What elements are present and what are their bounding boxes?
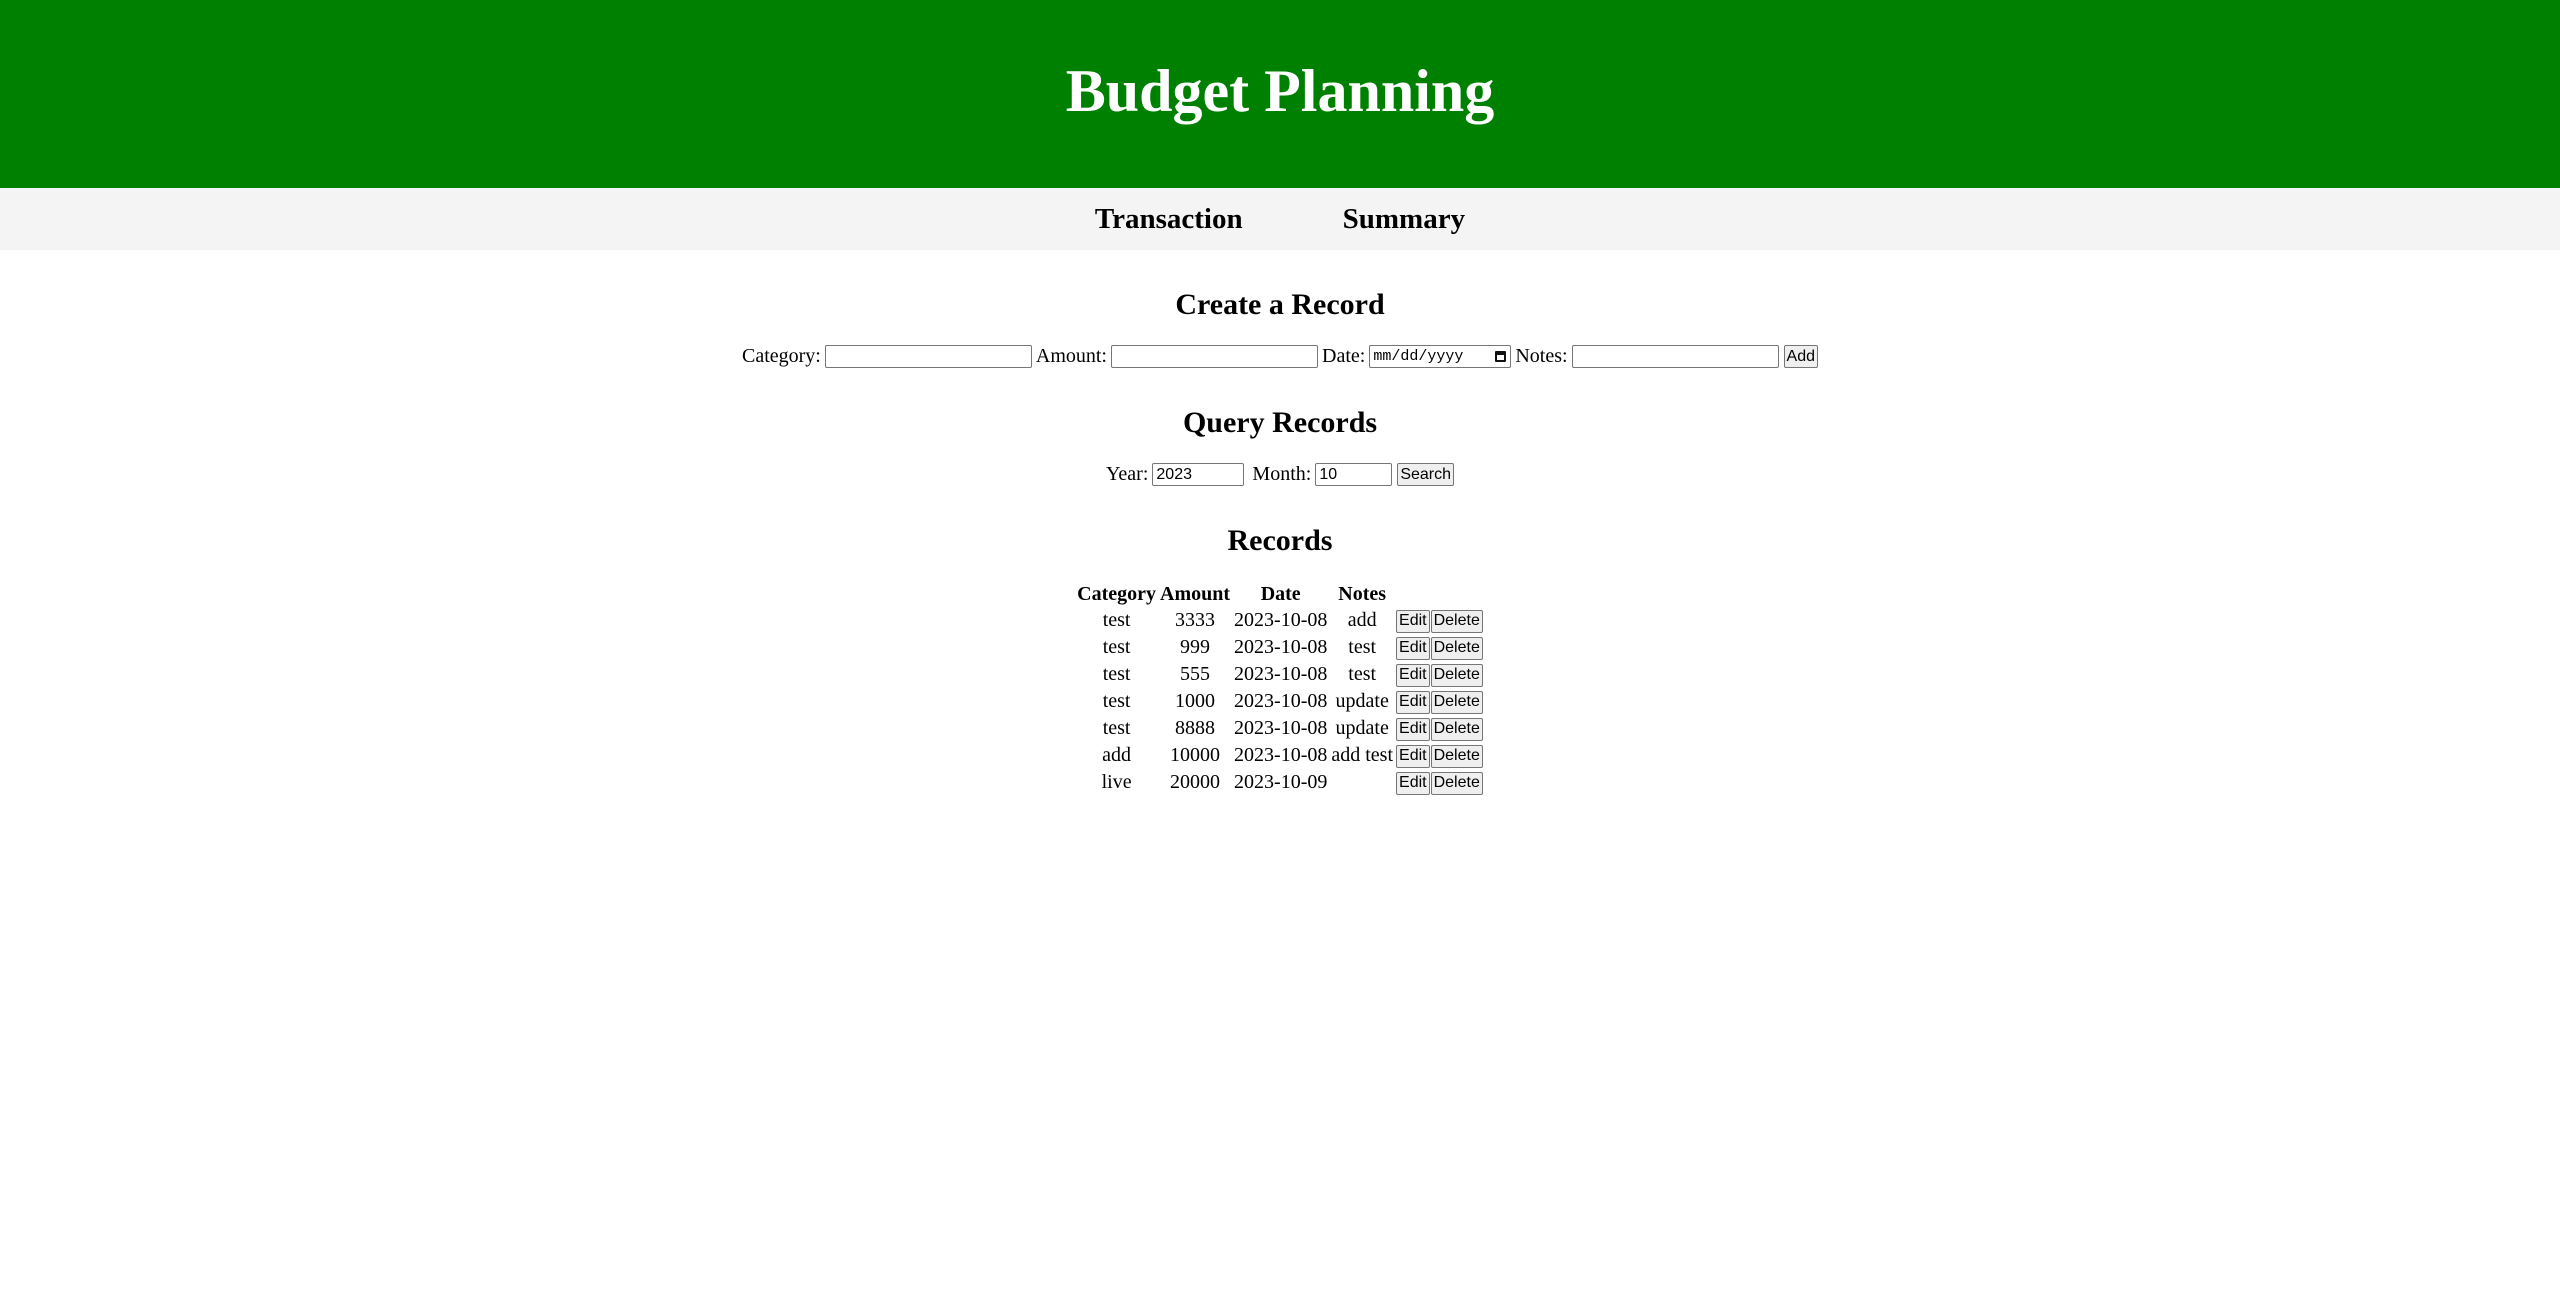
year-label: Year: [1105, 463, 1149, 485]
cell-category: test [1102, 717, 1131, 739]
cell-amount: 20000 [1170, 771, 1221, 793]
month-label: Month: [1252, 463, 1312, 485]
edit-button[interactable]: Edit [1396, 610, 1430, 633]
search-button[interactable]: Search [1397, 463, 1454, 486]
records-section [0, 486, 2560, 797]
column-header-amount: Amount [1160, 583, 1231, 605]
cell-actions [1396, 689, 1484, 714]
records-table [1074, 581, 1486, 797]
cell-amount: 8888 [1175, 717, 1216, 739]
cell-category: live [1101, 771, 1132, 793]
category-label: Category: [742, 345, 821, 367]
cell-actions [1396, 770, 1484, 795]
cell-amount: 1000 [1175, 690, 1216, 712]
cell-actions [1396, 635, 1484, 660]
cell-notes: update [1335, 690, 1389, 712]
cell-category: test [1102, 690, 1131, 712]
query-records-form [0, 463, 2560, 486]
date-input[interactable] [1369, 345, 1511, 368]
edit-button[interactable]: Edit [1396, 718, 1430, 741]
table-row [1076, 662, 1484, 687]
cell-date: 2023-10-09 [1234, 771, 1328, 793]
query-records-heading: Query Records [1182, 406, 1378, 439]
cell-amount: 10000 [1170, 744, 1221, 766]
delete-button[interactable]: Delete [1431, 637, 1483, 660]
edit-button[interactable]: Edit [1396, 772, 1430, 795]
delete-button[interactable]: Delete [1431, 691, 1483, 714]
amount-input[interactable] [1111, 345, 1318, 368]
date-placeholder: mm/dd/yyyy [1373, 348, 1464, 365]
table-row [1076, 716, 1484, 741]
main-nav [0, 188, 2560, 250]
cell-date: 2023-10-08 [1234, 690, 1328, 712]
cell-date: 2023-10-08 [1234, 609, 1328, 631]
edit-button[interactable]: Edit [1396, 691, 1430, 714]
table-header-row [1076, 583, 1484, 606]
cell-category: test [1102, 609, 1131, 631]
main-content [0, 250, 2560, 797]
query-records-section [0, 368, 2560, 486]
table-row [1076, 743, 1484, 768]
page-header [0, 0, 2560, 188]
column-header-notes: Notes [1338, 583, 1387, 605]
edit-button[interactable]: Edit [1396, 637, 1430, 660]
cell-amount: 3333 [1175, 609, 1216, 631]
column-header-category: Category [1077, 583, 1157, 605]
calendar-icon[interactable] [1495, 351, 1506, 362]
nav-link-summary[interactable]: Summary [1342, 202, 1466, 235]
table-row [1076, 689, 1484, 714]
create-record-form [0, 345, 2560, 368]
notes-label: Notes: [1515, 345, 1568, 367]
cell-category: add [1102, 744, 1132, 766]
edit-button[interactable]: Edit [1396, 664, 1430, 687]
cell-actions [1396, 743, 1484, 768]
nav-link-transaction[interactable]: Transaction [1094, 202, 1243, 235]
cell-notes: update [1335, 717, 1389, 739]
delete-button[interactable]: Delete [1431, 772, 1483, 795]
edit-button[interactable]: Edit [1396, 745, 1430, 768]
cell-amount: 999 [1180, 636, 1211, 658]
cell-category: test [1102, 663, 1131, 685]
cell-category: test [1102, 636, 1131, 658]
delete-button[interactable]: Delete [1431, 664, 1483, 687]
delete-button[interactable]: Delete [1431, 745, 1483, 768]
column-header-actions [1396, 583, 1484, 606]
month-input[interactable] [1315, 463, 1392, 486]
table-row [1076, 770, 1484, 795]
cell-amount: 555 [1180, 663, 1211, 685]
records-heading: Records [1227, 524, 1333, 557]
delete-button[interactable]: Delete [1431, 718, 1483, 741]
app-title: Budget Planning [1065, 58, 1495, 124]
cell-actions [1396, 662, 1484, 687]
cell-date: 2023-10-08 [1234, 663, 1328, 685]
cell-notes: test [1348, 636, 1377, 658]
table-row [1076, 635, 1484, 660]
cell-notes: test [1348, 663, 1377, 685]
cell-date: 2023-10-08 [1234, 717, 1328, 739]
cell-date: 2023-10-08 [1234, 636, 1328, 658]
category-input[interactable] [825, 345, 1032, 368]
notes-input[interactable] [1572, 345, 1779, 368]
cell-date: 2023-10-08 [1234, 744, 1328, 766]
cell-notes: add test [1331, 744, 1394, 766]
cell-notes [1330, 770, 1394, 795]
date-label: Date: [1322, 345, 1366, 367]
delete-button[interactable]: Delete [1431, 610, 1483, 633]
create-record-heading: Create a Record [1175, 288, 1385, 321]
add-button[interactable]: Add [1784, 345, 1818, 368]
cell-actions [1396, 608, 1484, 633]
cell-actions [1396, 716, 1484, 741]
cell-notes: add [1347, 609, 1377, 631]
table-row [1076, 608, 1484, 633]
year-input[interactable] [1152, 463, 1244, 486]
column-header-date: Date [1260, 583, 1301, 605]
create-record-section [0, 250, 2560, 368]
amount-label: Amount: [1035, 345, 1107, 367]
